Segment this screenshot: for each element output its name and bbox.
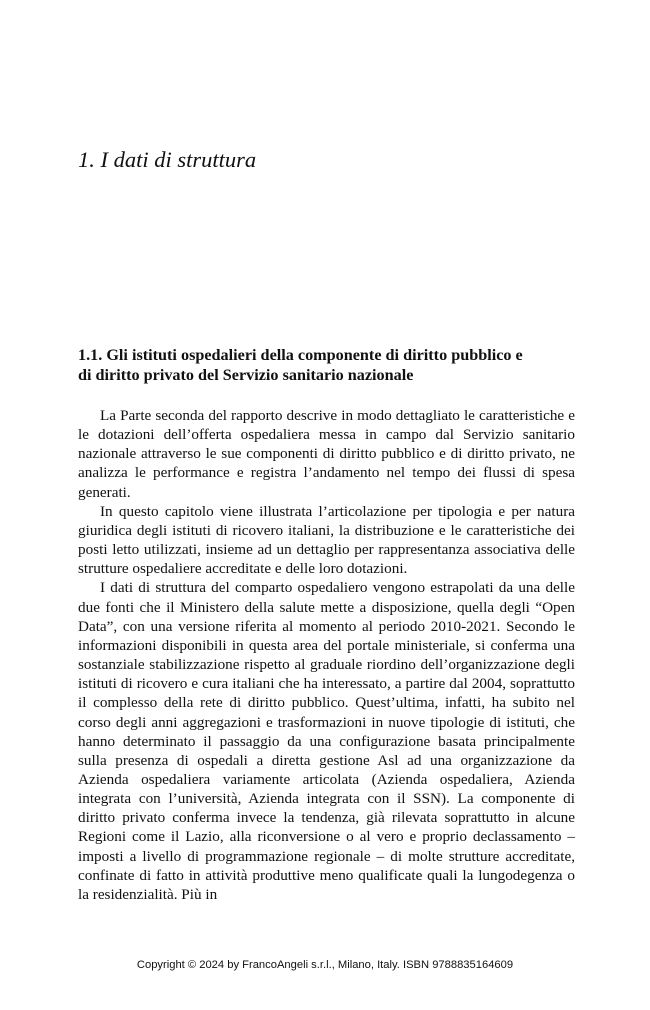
paragraph-2: In questo capitolo viene illustrata l’articolazione per tipologia e per natura giuridica degli istituti di ricovero italiani, la distribuzione e le caratteristiche dei posti letto utilizzati, insieme ad un dettaglio per rappresentanza associativa delle strutture ospedaliere accreditate e delle loro dotazioni. xyxy=(78,502,575,578)
chapter-title: 1. I dati di struttura xyxy=(78,147,257,172)
paragraph-1: La Parte seconda del rapporto descrive in modo dettagliato le caratteristiche e le dotazioni dell’offerta ospedaliera messa in campo dal Servizio sanitario nazionale attraverso le sue componenti di diritto pubblico e di diritto privato, ne analizza le performance e registra l’andamento nel tempo dei flussi di spesa generati. xyxy=(78,407,575,501)
paragraph-3: I dati di struttura del comparto ospedaliero vengono estrapolati da una delle due fonti che il Ministero della salute mette a disposizione, quella degli “Open Data”, con una versione riferita al momento al periodo 2010-2021. Secondo le informazioni disponibili in questa area del portale ministeriale, si conferma una sostanziale stabilizzazione rispetto al graduale riordino dell’organizzazione degli istituti di ricovero e cura italiani che ha interessato, a partire dal 2004, soprattutto il complesso della rete di diritto pubblico. Quest’ultima, infatti, ha subito nel corso degli anni aggregazioni e trasformazioni in nuove tipologie di istituti, che hanno determinato il passaggio da una configurazione basata principalmente sulla presenza di ospedali a diretta gestione Asl ad una organizzazione da Azienda ospedaliera variamente articolata (Azienda ospedaliera, Azienda integrata con l’università, Azienda integrata con il SSN). La componente di diritto privato conferma invece la tendenza, già rilevata soprattutto in alcune Regioni come il Lazio, alla riconversione o al vero e proprio declassamento – imposti a livello di programmazione regionale – di molte strutture accreditate, confinate di fatto in attività produttive meno qualificate quali la lungodegenza o la residenzialità. Più in xyxy=(78,579,575,903)
section-heading-line-1: 1.1. Gli istituti ospedalieri della componente di diritto pubblico e xyxy=(78,346,523,364)
body-text xyxy=(78,406,575,904)
section-heading xyxy=(78,346,575,385)
copyright-notice: Copyright © 2024 by FrancoAngeli s.r.l., Milano, Italy. ISBN 9788835164609 xyxy=(136,959,514,971)
section-heading-line-2: di diritto privato del Servizio sanitario nazionale xyxy=(78,365,414,384)
